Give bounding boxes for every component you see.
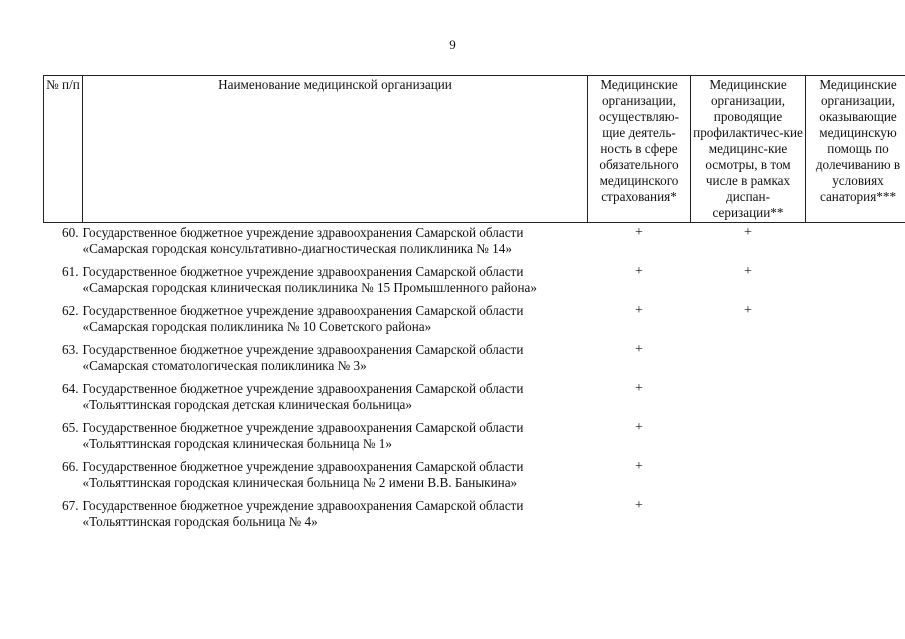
sanatorium-mark bbox=[806, 379, 905, 418]
page-number: 9 bbox=[449, 37, 456, 52]
header-oms: Медицинские организации, осуществляю-щие деятель-ность в сфере обязательного медицинского страхования* bbox=[588, 76, 691, 223]
oms-mark: + bbox=[635, 342, 643, 357]
table-header bbox=[44, 76, 905, 223]
sanatorium-mark bbox=[806, 301, 905, 340]
table-row bbox=[44, 301, 905, 340]
sanatorium-mark bbox=[806, 496, 905, 530]
organization-name: Государственное бюджетное учреждение здравоохранения Самарской области «Самарская городская клиническая поликлиника № 15 Промышленного района» bbox=[82, 264, 537, 295]
organization-name: Государственное бюджетное учреждение здравоохранения Самарской области «Тольяттинская городская клиническая больница № 2 имени В.В. Баныкина» bbox=[82, 459, 524, 490]
header-prophylactic: Медицинские организации, проводящие профилактичес-кие медицинс-кие осмотры, в том числе в рамках диспан-серизации** bbox=[691, 76, 806, 223]
table-row bbox=[44, 223, 905, 263]
organization-name: Государственное бюджетное учреждение здравоохранения Самарской области «Тольяттинская городская клиническая больница № 1» bbox=[82, 420, 524, 451]
organizations-table bbox=[43, 75, 905, 530]
row-number: 67. bbox=[62, 498, 79, 513]
table-row bbox=[44, 457, 905, 496]
prophylactic-mark: + bbox=[744, 303, 752, 318]
prophylactic-mark bbox=[691, 496, 806, 530]
table-row bbox=[44, 262, 905, 301]
table-body bbox=[44, 223, 905, 531]
row-number: 61. bbox=[62, 264, 79, 279]
table-row bbox=[44, 496, 905, 530]
header-name: Наименование медицинской организации bbox=[83, 76, 588, 223]
organization-name: Государственное бюджетное учреждение здравоохранения Самарской области «Тольяттинская городская больница № 4» bbox=[82, 498, 524, 529]
row-number: 60. bbox=[62, 225, 79, 240]
organization-name: Государственное бюджетное учреждение здравоохранения Самарской области «Самарская городская консультативно-диагностическая поликлиника № 14» bbox=[82, 225, 524, 256]
row-number: 62. bbox=[62, 303, 79, 318]
prophylactic-mark: + bbox=[744, 225, 752, 240]
header-row bbox=[44, 76, 905, 223]
header-sanatorium: Медицинские организации, оказывающие медицинскую помощь по долечиванию в условиях санатория*** bbox=[806, 76, 905, 223]
oms-mark: + bbox=[635, 498, 643, 513]
oms-mark: + bbox=[635, 420, 643, 435]
organization-name: Государственное бюджетное учреждение здравоохранения Самарской области «Самарская стоматологическая поликлиника № 3» bbox=[82, 342, 524, 373]
sanatorium-mark bbox=[806, 223, 905, 263]
oms-mark: + bbox=[635, 459, 643, 474]
header-num: № п/п bbox=[44, 76, 83, 223]
organization-name: Государственное бюджетное учреждение здравоохранения Самарской области «Тольяттинская городская детская клиническая больница» bbox=[82, 381, 524, 412]
table-row bbox=[44, 340, 905, 379]
oms-mark: + bbox=[635, 381, 643, 396]
sanatorium-mark bbox=[806, 340, 905, 379]
oms-mark: + bbox=[635, 264, 643, 279]
row-number: 64. bbox=[62, 381, 79, 396]
prophylactic-mark bbox=[691, 457, 806, 496]
prophylactic-mark: + bbox=[744, 264, 752, 279]
row-number: 63. bbox=[62, 342, 79, 357]
prophylactic-mark bbox=[691, 418, 806, 457]
row-number: 65. bbox=[62, 420, 79, 435]
prophylactic-mark bbox=[691, 340, 806, 379]
sanatorium-mark bbox=[806, 262, 905, 301]
table-row bbox=[44, 418, 905, 457]
table-row bbox=[44, 379, 905, 418]
organization-name: Государственное бюджетное учреждение здравоохранения Самарской области «Самарская городская поликлиника № 10 Советского района» bbox=[82, 303, 524, 334]
row-number: 66. bbox=[62, 459, 79, 474]
oms-mark: + bbox=[635, 225, 643, 240]
sanatorium-mark bbox=[806, 418, 905, 457]
prophylactic-mark bbox=[691, 379, 806, 418]
oms-mark: + bbox=[635, 303, 643, 318]
sanatorium-mark bbox=[806, 457, 905, 496]
